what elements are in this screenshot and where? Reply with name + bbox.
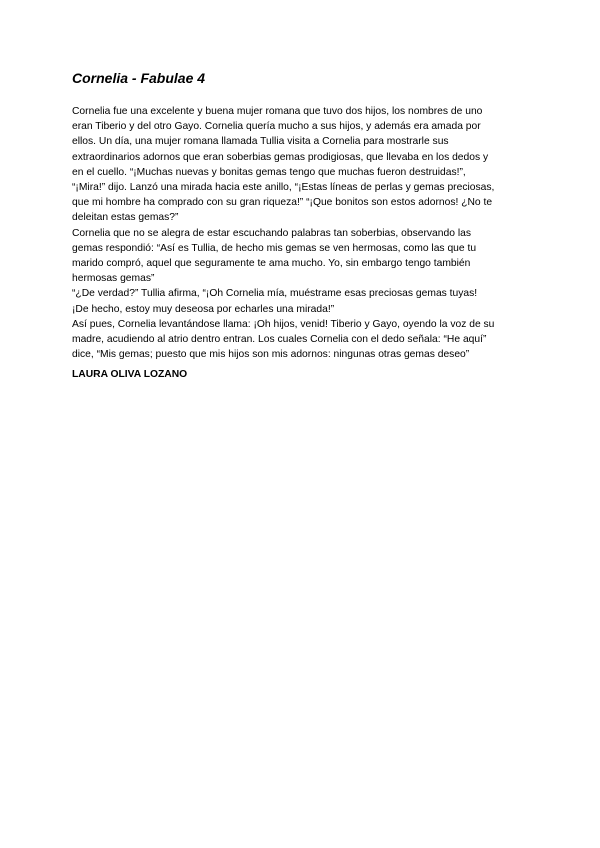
body-line: dice, “Mis gemas; puesto que mis hijos son mis adornos: ningunas otras gemas deseo” <box>72 349 470 361</box>
story-body <box>72 104 532 362</box>
body-line: ellos. Un día, una mujer romana llamada Tullia visita a Cornelia para mostrarle sus <box>72 136 449 148</box>
body-line: extraordinarios adornos que eran soberbias gemas prodigiosas, que llevaba en los dedos y <box>72 151 489 163</box>
body-line: eran Tiberio y del otro Gayo. Cornelia quería mucho a sus hijos, y además era amada por <box>72 121 481 133</box>
document-title: Cornelia - Fabulae 4 <box>72 70 206 86</box>
body-line: en el cuello. “¡Muchas nuevas y bonitas gemas tengo que muchas fueron destruidas!”, <box>72 166 466 178</box>
body-line: Cornelia fue una excelente y buena mujer romana que tuvo dos hijos, los nombres de uno <box>72 106 483 117</box>
body-line: ¡De hecho, estoy muy deseosa por echarles una mirada!” <box>72 303 335 315</box>
body-line: “¿De verdad?” Tullia afirma, “¡Oh Cornelia mía, muéstrame esas preciosas gemas tuyas! <box>72 288 478 300</box>
body-line: deleitan estas gemas?” <box>72 212 179 224</box>
body-line: Así pues, Cornelia levantándose llama: ¡Oh hijos, venid! Tiberio y Gayo, oyendo la voz de su <box>72 318 495 330</box>
body-line: madre, acudiendo al atrio dentro entran. Los cuales Cornelia con el dedo señala: “He aquí” <box>72 334 487 346</box>
author-name: LAURA OLIVA LOZANO <box>72 369 188 380</box>
body-line: hermosas gemas” <box>72 273 155 285</box>
body-line: que mi hombre ha comprado con su gran riqueza!” “¡Que bonitos son estos adornos! ¿No te <box>72 197 493 209</box>
body-line: “¡Mira!” dijo. Lanzó una mirada hacia este anillo, “¡Estas líneas de perlas y gemas preciosas, <box>72 182 495 194</box>
body-line: Cornelia que no se alegra de estar escuchando palabras tan soberbias, observando las <box>72 227 471 239</box>
body-line: gemas respondió: “Así es Tullia, de hecho mis gemas se ven hermosas, como las que tu <box>72 242 477 254</box>
body-line: marido compró, aquel que seguramente te ama mucho. Yo, sin embargo tengo también <box>72 258 471 270</box>
